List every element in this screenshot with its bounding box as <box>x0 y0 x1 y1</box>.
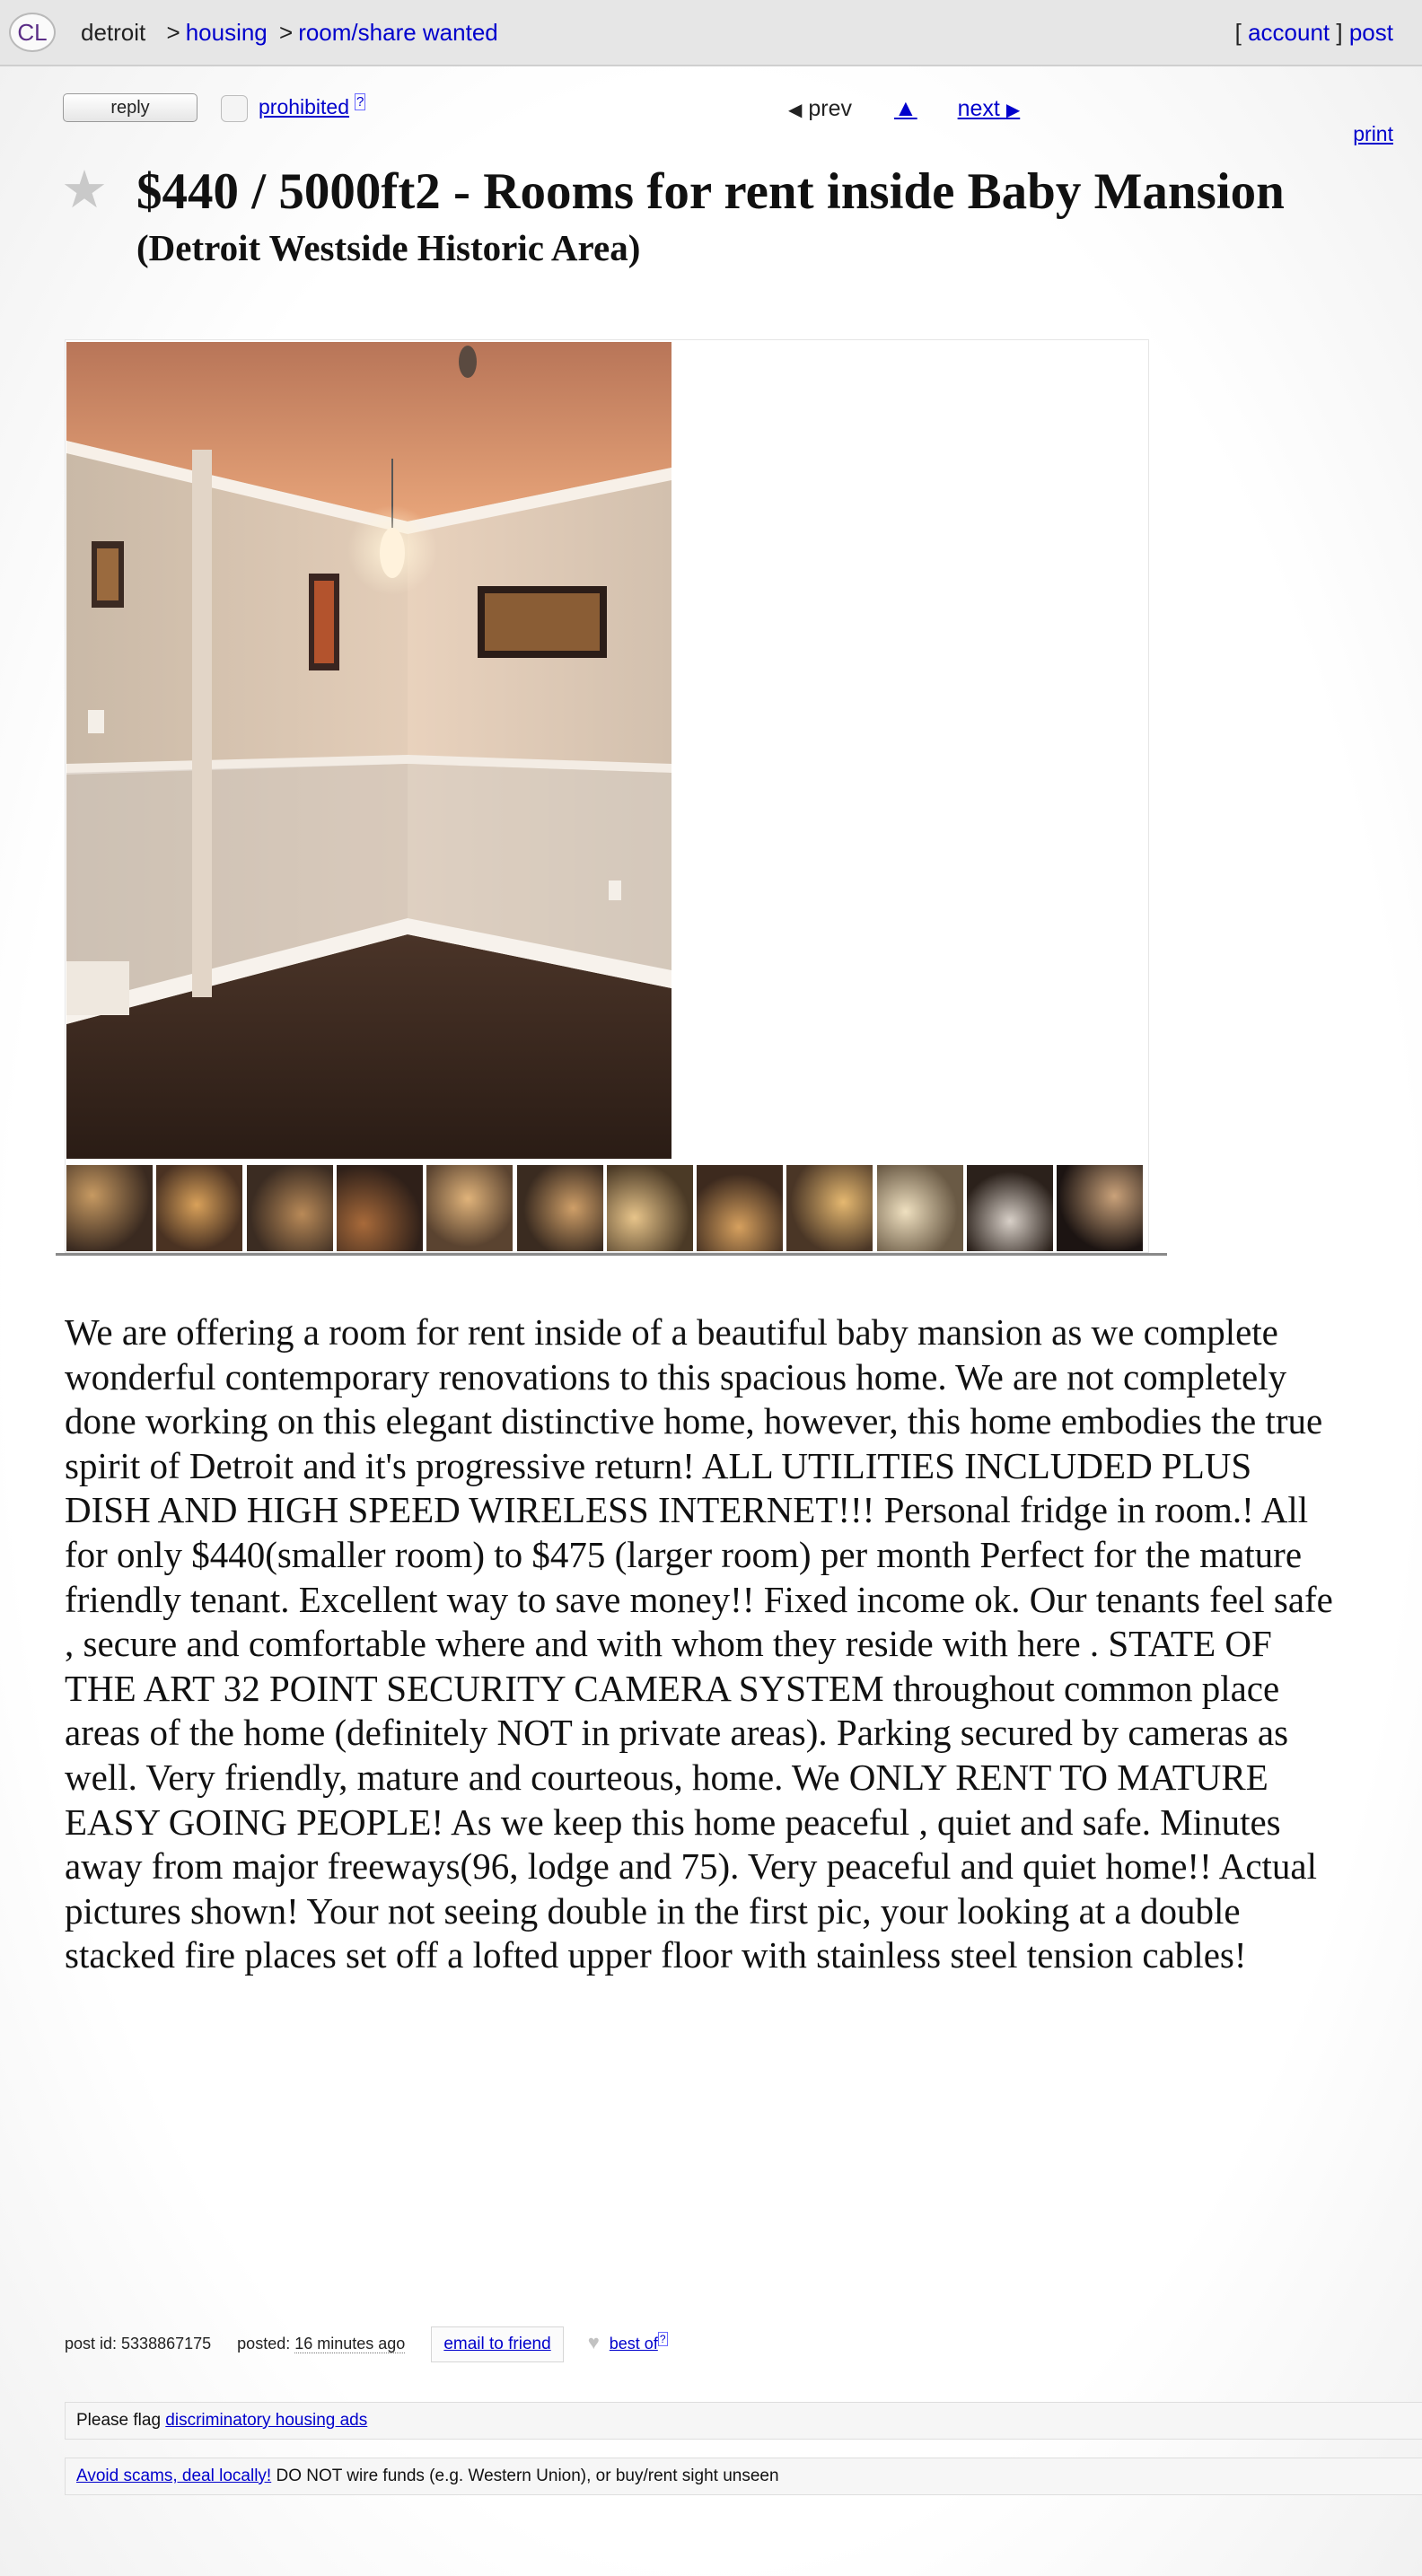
email-to-friend-link[interactable]: email to friend <box>443 2335 551 2353</box>
posting-body: We are offering a room for rent inside of a beautiful baby mansion as we complete wonderful contemporary renovations to this spacious home. We are not completely done working on this elegant distinctive home, however, this home embodies the true spirit of Detroit and it's progressive return! ALL UTILITIES INCLUDED PLUS DISH AND HIGH SPEED WIRELESS INTERNET!!! Personal fridge in room.! All for only $440(smaller room) to $475 (larger room) per month Perfect for the mature friendly tenant. Excellent way to save money!! Fixed income ok. Our tenants feel safe , secure and comfortable where and with whom they reside with here . STATE OF THE ART 32 POINT SECURITY CAMERA SYSTEM throughout common place areas of the home (definitely NOT in private areas). Parking secured by cameras as well. Very friendly, mature and courteous, home. We ONLY RENT TO MATURE EASY GOING PEOPLE! As we keep this home peaceful , quiet and safe. Minutes away from major freeways(96, lodge and 75). Very peaceful and quiet home!! Actual pictures shown! Your not seeing double in the first pic, your looking at a double stacked fire places set off a lofted upper floor with stainless steel tension cables! <box>65 1311 1333 1976</box>
room-photo-image <box>66 342 672 1159</box>
gallery-thumbnail[interactable] <box>786 1165 873 1251</box>
gallery-thumbnail[interactable] <box>1057 1165 1143 1251</box>
account-link[interactable]: account <box>1248 19 1330 46</box>
prohibited-flag <box>259 93 365 120</box>
breadcrumb <box>81 18 498 47</box>
gallery-thumbnail[interactable] <box>607 1165 693 1251</box>
avoid-scams-link[interactable]: Avoid scams, deal locally! <box>76 2466 272 2485</box>
next-link[interactable] <box>958 96 1021 121</box>
prev-link[interactable]: prev <box>808 96 852 121</box>
prev-next-nav <box>788 93 1020 125</box>
bracket-open: [ <box>1234 19 1242 46</box>
flag-prefix: Please flag <box>76 2411 162 2430</box>
top-bar <box>0 0 1422 66</box>
next-arrow-icon: ▶ <box>1005 101 1021 120</box>
scam-warning-text: DO NOT wire funds (e.g. Western Union), or buy/rent sight unseen <box>276 2466 779 2485</box>
help-mark[interactable]: ? <box>659 2333 666 2345</box>
gallery-thumbnail[interactable] <box>66 1165 153 1251</box>
gallery-thumbnail[interactable] <box>517 1165 603 1251</box>
gallery-divider <box>56 1253 1167 1256</box>
scam-warning <box>65 2458 1422 2495</box>
gallery-thumbnail[interactable] <box>337 1165 423 1251</box>
breadcrumb-housing-link[interactable]: housing <box>185 19 268 46</box>
gallery-thumbnail[interactable] <box>426 1165 513 1251</box>
thumbnail-strip <box>66 1165 1144 1251</box>
heart-icon[interactable]: ♥ <box>587 2331 600 2353</box>
prev-arrow-icon[interactable]: ◀ <box>788 101 803 120</box>
breadcrumb-separator: > <box>166 19 180 46</box>
print-link[interactable]: print <box>1353 122 1393 145</box>
best-of-link[interactable]: best of <box>609 2335 658 2353</box>
gallery-thumbnail[interactable] <box>247 1165 333 1251</box>
gallery-thumbnail[interactable] <box>877 1165 963 1251</box>
gallery-thumbnail[interactable] <box>156 1165 242 1251</box>
favorite-star-icon[interactable]: ★ <box>61 161 108 219</box>
help-mark[interactable]: ? <box>356 94 364 110</box>
gallery-thumbnail[interactable] <box>967 1165 1053 1251</box>
flag-notice <box>65 2402 1422 2440</box>
flag-checkbox[interactable] <box>221 95 248 122</box>
breadcrumb-city[interactable]: detroit <box>81 19 146 46</box>
posted-label: posted: <box>237 2335 291 2353</box>
reply-button[interactable]: reply <box>63 93 198 122</box>
prohibited-link[interactable]: prohibited <box>259 95 350 118</box>
bracket-close: ] <box>1336 19 1343 46</box>
gallery-thumbnail[interactable] <box>697 1165 783 1251</box>
posted-time: 16 minutes ago <box>294 2335 406 2353</box>
post-id: post id: 5338867175 <box>65 2335 212 2353</box>
posting-location: (Detroit Westside Historic Area) <box>136 227 641 268</box>
discriminatory-ads-link[interactable]: discriminatory housing ads <box>165 2411 368 2430</box>
post-meta <box>65 2326 668 2362</box>
main-photo[interactable] <box>66 342 672 1159</box>
breadcrumb-subcategory-link[interactable]: room/share wanted <box>298 19 498 46</box>
posting-title: $440 / 5000ft2 - Rooms for rent inside Baby Mansion <box>136 163 1285 220</box>
account-links <box>1235 18 1393 47</box>
up-arrow-icon[interactable]: ▲ <box>893 94 917 121</box>
breadcrumb-separator: > <box>279 19 294 46</box>
email-to-friend-button[interactable] <box>431 2326 563 2362</box>
next-label: next <box>957 96 1000 121</box>
post-link[interactable]: post <box>1348 19 1393 46</box>
craigslist-logo[interactable]: CL <box>9 13 56 52</box>
